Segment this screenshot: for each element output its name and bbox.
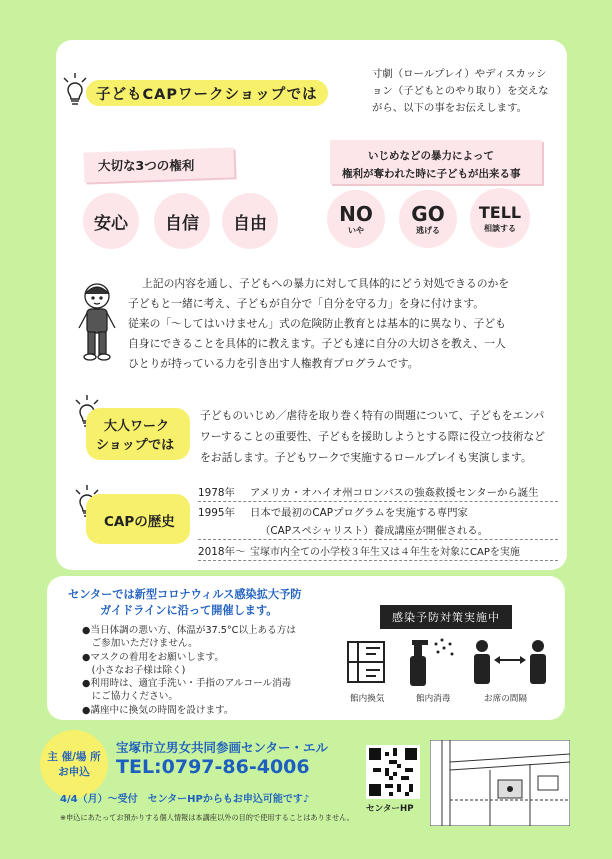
history-heading: CAPの歴史 xyxy=(104,514,175,530)
action-sub: 逃げる xyxy=(416,225,440,235)
action-sub: 相談する xyxy=(484,223,516,233)
history-text: アメリカ・オハイオ州コロンバスの強姦救援センターから誕生 xyxy=(250,486,539,499)
description-line: 上記の内容を通し、子どもへの暴力に対して具体的にどう対処できるのかを xyxy=(142,277,510,290)
organizer-name: 宝塚市立男女共同参画センター・エル xyxy=(116,740,329,755)
icon-label: 館内換気 xyxy=(350,694,385,704)
organizer-badge xyxy=(40,730,108,798)
description-line: 自身にできることを具体的に教えます。子ども達に自分の大切さを教え、一人 xyxy=(128,337,506,350)
icon-label: 館内消毒 xyxy=(416,694,451,704)
phone-number[interactable]: TEL:0797-86-4006 xyxy=(116,756,310,778)
history-row xyxy=(198,502,558,520)
history-year: 1978年 xyxy=(198,486,235,499)
adult-heading-line1: 大人ワーク xyxy=(104,419,170,434)
covid-bullet: (小さなお子様は除く) xyxy=(82,664,186,676)
history-row xyxy=(198,481,558,502)
right-label: 自由 xyxy=(233,213,267,234)
covid-banner xyxy=(380,605,512,629)
right-circle xyxy=(83,193,139,249)
history-text: 宝塚市内全ての小学校３年生又は４年生を対象にCAPを実施 xyxy=(250,546,520,558)
covid-bullet: にご協力ください。 xyxy=(82,691,178,703)
description-text xyxy=(128,274,558,374)
right-circle xyxy=(222,193,278,249)
right-label: 安心 xyxy=(94,213,128,234)
rights-label: 大切な3つの権利 xyxy=(98,158,195,173)
action-circle-go xyxy=(399,190,457,248)
adult-heading-line2: ショップでは xyxy=(96,438,175,453)
violence-label-line1: いじめなどの暴力によって xyxy=(368,150,494,162)
workshop-intro: 寸劇（ロールプレイ）やディスカッション（子どもとのやり取り）を交えながら、以下の事をお伝えします。 xyxy=(372,68,549,114)
icon-label: お席の間隔 xyxy=(484,694,527,704)
action-main: TELL xyxy=(478,202,522,222)
social-distance-icon xyxy=(470,638,550,688)
right-label: 自信 xyxy=(165,213,199,234)
right-circle xyxy=(154,193,210,249)
adult-line: ワーすることの重要性、子どもを援助しようとする際に役立つ技術など xyxy=(200,430,545,443)
history-year: 2018年～ xyxy=(198,545,246,558)
history-table xyxy=(198,481,558,561)
organizer-badge-line1: 主 催/場 所 xyxy=(47,751,101,763)
covid-bullets xyxy=(82,624,296,717)
covid-bullet: ●当日体調の悪い方、体温が37.5°C以上ある方は xyxy=(82,625,296,636)
adult-text xyxy=(200,405,560,468)
covid-title-line2: ガイドラインに沿って開催します。 xyxy=(100,604,278,617)
workshop-heading: 子どもCAPワークショップでは xyxy=(96,87,318,103)
action-main: NO xyxy=(339,201,373,226)
history-year: 1995年 xyxy=(198,506,235,519)
violence-label-line2: 権利が奪われた時に子どもが出来る事 xyxy=(342,168,521,180)
qr-code-icon xyxy=(369,748,417,796)
covid-title-line1: センターでは新型コロナウィルス感染拡大予防 xyxy=(68,588,302,601)
history-text: 日本で最初のCAPプログラムを実施する専門家 xyxy=(250,506,468,519)
privacy-note: ※申込にあたってお預かりする個人情報は本講座以外の目的で使用することはありません。 xyxy=(60,813,354,822)
covid-bullet: ご参加いただけません。 xyxy=(82,638,198,650)
location-map[interactable] xyxy=(430,740,570,826)
action-circle-tell xyxy=(470,188,530,248)
covid-bullet: ●講座中に換気の時間を設けます。 xyxy=(82,704,234,716)
action-sub: いや xyxy=(348,225,364,235)
history-row xyxy=(198,540,558,561)
description-line: ひとりが持っている力を引き出す人権教育プログラムです。 xyxy=(128,357,419,370)
qr-code[interactable] xyxy=(366,745,420,799)
history-row xyxy=(198,520,558,540)
history-text: （CAPスペシャリスト）養成講座が開催される。 xyxy=(260,525,489,537)
covid-bullet: ●利用時は、適宜手洗い・手指のアルコール消毒 xyxy=(82,678,292,690)
covid-banner-text: 感染予防対策実施中 xyxy=(392,611,500,624)
action-main: GO xyxy=(411,201,445,226)
child-illustration xyxy=(74,280,120,362)
covid-bullet: ●マスクの着用をお願いします。 xyxy=(82,651,224,663)
window-ventilation-icon xyxy=(344,638,392,688)
action-circle-no xyxy=(327,190,385,248)
organizer-badge-line2: お申込 xyxy=(58,766,90,778)
description-line: 子どもと一緒に考え、子どもが自分で「自分を守る力」を身に付けます。 xyxy=(128,297,485,310)
application-info: 4/4（月）～受付 センターHPからもお申込可能です♪ xyxy=(60,794,310,805)
disinfection-spray-icon xyxy=(404,636,460,688)
adult-line: をお話します。子どもワークで実施するロールプレイも実演します。 xyxy=(200,451,532,464)
adult-line: 子どものいじめ／虐待を取り巻く特有の問題について、子どもをエンパ xyxy=(200,409,545,422)
description-line: 従来の「～してはいけません」式の危険防止教育とは基本的に異なり、子ども xyxy=(128,317,506,330)
qr-label: センターHP xyxy=(366,804,414,814)
